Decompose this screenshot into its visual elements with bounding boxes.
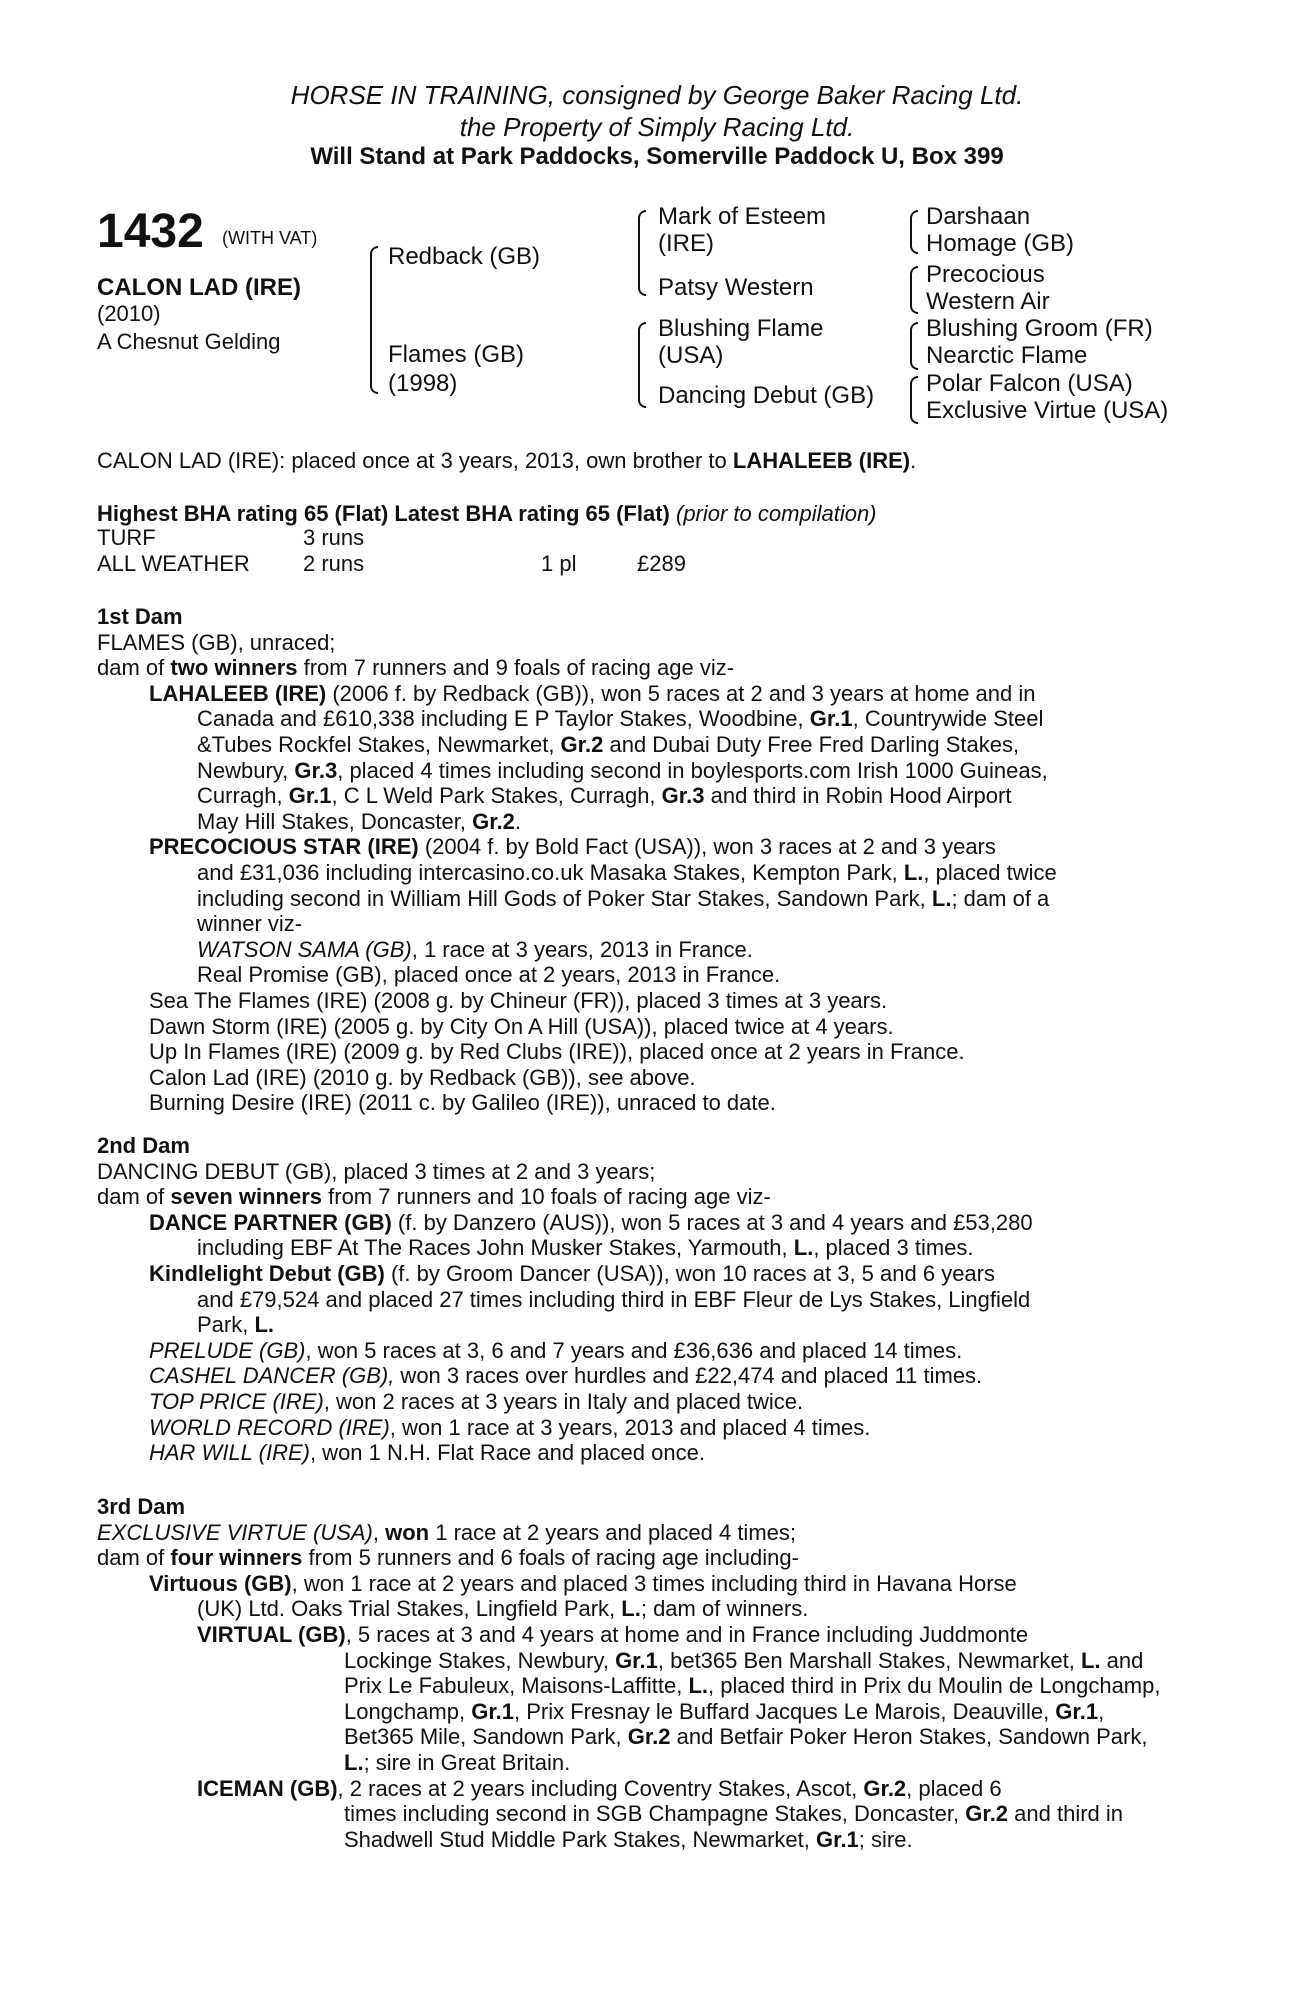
ddd-name: Exclusive Virtue (USA)	[926, 397, 1169, 424]
third-dam-line: dam of four winners from 5 runners and 6 foals of racing age including-	[97, 1545, 799, 1571]
sire-sire-country: (IRE)	[658, 230, 714, 257]
second-dam-section	[97, 1133, 1207, 1466]
third-dam-section	[97, 1494, 1207, 1852]
rating-note: (prior to compilation)	[669, 501, 877, 526]
produce-virtual: VIRTUAL (GB), 5 races at 3 and 4 years at home and in France including Juddmonte	[197, 1621, 1029, 1647]
third-dam-line: L.; sire in Great Britain.	[344, 1749, 571, 1775]
second-dam-line: dam of seven winners from 7 runners and 10 foals of racing age viz-	[97, 1184, 771, 1210]
produce-iceman: ICEMAN (GB), 2 races at 2 years including Coventry Stakes, Ascot, Gr.2, placed 6	[197, 1775, 1002, 1801]
first-dam-heading: 1st Dam	[97, 604, 183, 629]
produce-sea-the-flames: Sea The Flames (IRE) (2008 g. by Chineur (FR)), placed 3 times at 3 years.	[149, 987, 888, 1013]
summary-brother: LAHALEEB (IRE)	[732, 448, 911, 473]
turf-label: TURF	[97, 525, 156, 550]
dam-name: Flames (GB)	[388, 341, 525, 368]
first-dam-section	[97, 604, 1207, 1116]
third-dam-line: EXCLUSIVE VIRTUE (USA), won 1 race at 2 years and placed 4 times;	[97, 1519, 796, 1545]
sire-name: Redback (GB)	[388, 243, 541, 270]
produce-calon-lad: Calon Lad (IRE) (2010 g. by Redback (GB)), see above.	[149, 1064, 696, 1090]
third-dam-line: Prix Le Fabuleux, Maisons-Laffitte, L., placed third in Prix du Moulin de Longchamp,	[344, 1673, 1161, 1699]
aw-prize: £289	[637, 551, 686, 576]
first-dam-line: Canada and £610,338 including E P Taylor Stakes, Woodbine, Gr.1, Countrywide Steel	[197, 706, 1044, 732]
horse-year: (2010)	[97, 301, 161, 326]
aw-runs: 2 runs	[303, 551, 365, 576]
property-line: the Property of Simply Racing Ltd.	[459, 112, 855, 142]
produce-real-promise: Real Promise (GB), placed once at 2 years, 2013 in France.	[197, 962, 781, 988]
sire-dam-name: Patsy Western	[658, 274, 814, 301]
produce-cashel-dancer: CASHEL DANCER (GB), won 3 races over hurdles and £22,474 and placed 11 times.	[149, 1363, 983, 1389]
horse-description: A Chesnut Gelding	[97, 329, 281, 354]
third-dam-line: Lockinge Stakes, Newbury, Gr.1, bet365 Ben Marshall Stakes, Newmarket, L. and	[344, 1647, 1144, 1673]
turf-runs: 3 runs	[303, 525, 365, 550]
produce-precocious-star: PRECOCIOUS STAR (IRE) (2004 f. by Bold Fact (USA)), won 3 races at 2 and 3 years	[149, 834, 996, 860]
first-dam-line: Newbury, Gr.3, placed 4 times including second in boylesports.com Irish 1000 Guineas,	[197, 757, 1048, 783]
second-dam-heading: 2nd Dam	[97, 1133, 190, 1158]
consignor-line: HORSE IN TRAINING, consigned by George Baker Racing Ltd.	[290, 80, 1024, 110]
first-dam-line: and £31,036 including intercasino.co.uk Masaka Stakes, Kempton Park, L., placed twice	[197, 859, 1057, 885]
second-dam-line: Park, L.	[197, 1312, 275, 1338]
third-dam-line: Shadwell Stud Middle Park Stakes, Newmarket, Gr.1; sire.	[344, 1826, 913, 1852]
produce-world-record: WORLD RECORD (IRE), won 1 race at 3 years, 2013 and placed 4 times.	[149, 1414, 871, 1440]
first-dam-line: &Tubes Rockfel Stakes, Newmarket, Gr.2 and Dubai Duty Free Fred Darling Stakes,	[197, 731, 1020, 757]
sds-name: Precocious	[926, 261, 1045, 288]
dam-dam-name: Dancing Debut (GB)	[658, 382, 875, 409]
summary-text: CALON LAD (IRE): placed once at 3 years, 2013, own brother to	[97, 448, 733, 473]
rating-text: Highest BHA rating 65 (Flat) Latest BHA rating 65 (Flat)	[97, 501, 670, 526]
first-dam-line: Curragh, Gr.1, C L Weld Park Stakes, Curragh, Gr.3 and third in Robin Hood Airport	[197, 783, 1012, 809]
dam-year: (1998)	[388, 370, 458, 397]
second-dam-line: DANCING DEBUT (GB), placed 3 times at 2 and 3 years;	[97, 1158, 656, 1184]
second-dam-line: and £79,524 and placed 27 times including third in EBF Fleur de Lys Stakes, Lingfield	[197, 1286, 1031, 1312]
dam-sire-country: (USA)	[658, 342, 724, 369]
lot-number: 1432	[97, 205, 204, 258]
vat-note: (WITH VAT)	[222, 228, 318, 248]
dam-brace	[638, 322, 646, 408]
third-dam-heading: 3rd Dam	[97, 1494, 186, 1519]
third-dam-line: (UK) Ltd. Oaks Trial Stakes, Lingfield Park, L.; dam of winners.	[197, 1596, 809, 1622]
rating-block	[97, 501, 1207, 527]
dsd-name: Nearctic Flame	[926, 342, 1088, 369]
sire-brace	[638, 210, 646, 296]
first-dam-line: winner viz-	[197, 911, 303, 937]
produce-virtuous: Virtuous (GB), won 1 race at 2 years and placed 3 times including third in Havana Horse	[149, 1570, 1017, 1596]
produce-har-will: HAR WILL (IRE), won 1 N.H. Flat Race and placed once.	[149, 1440, 705, 1466]
horse-name: CALON LAD (IRE)	[97, 274, 301, 301]
second-dam-line: including EBF At The Races John Musker Stakes, Yarmouth, L., placed 3 times.	[197, 1235, 974, 1261]
summary-end: .	[910, 448, 917, 473]
produce-kindlelight-debut: Kindlelight Debut (GB) (f. by Groom Dancer (USA)), won 10 races at 3, 5 and 6 years	[149, 1260, 995, 1286]
pedigree-main-brace	[370, 246, 378, 394]
ds-brace	[910, 322, 918, 370]
stand-line: Will Stand at Park Paddocks, Somerville Paddock U, Box 399	[310, 143, 1004, 170]
first-dam-line: dam of two winners from 7 runners and 9 foals of racing age viz-	[97, 655, 735, 681]
dam-sire-name: Blushing Flame	[658, 315, 824, 342]
produce-dance-partner: DANCE PARTNER (GB) (f. by Danzero (AUS)), won 5 races at 3 and 4 years and £53,280	[149, 1209, 1033, 1235]
aw-placed: 1 pl	[541, 551, 577, 576]
produce-top-price: TOP PRICE (IRE), won 2 races at 3 years in Italy and placed twice.	[149, 1388, 804, 1414]
first-dam-line: FLAMES (GB), unraced;	[97, 629, 336, 655]
ssd-name: Homage (GB)	[926, 230, 1075, 257]
produce-watson-sama: WATSON SAMA (GB), 1 race at 3 years, 2013 in France.	[197, 936, 753, 962]
rating-line	[97, 501, 1207, 527]
sd-brace	[910, 266, 918, 314]
first-dam-line: May Hill Stakes, Doncaster, Gr.2.	[197, 808, 522, 834]
ss-brace	[910, 210, 918, 254]
produce-burning-desire: Burning Desire (IRE) (2011 c. by Galileo (IRE)), unraced to date.	[149, 1090, 776, 1116]
sdd-name: Western Air	[926, 288, 1050, 315]
dss-name: Blushing Groom (FR)	[926, 315, 1153, 342]
produce-prelude: PRELUDE (GB), won 5 races at 3, 6 and 7 years and £36,636 and placed 14 times.	[149, 1337, 963, 1363]
produce-lahaleeb: LAHALEEB (IRE) (2006 f. by Redback (GB)), won 5 races at 2 and 3 years at home and in	[149, 680, 1036, 706]
sire-sire-name: Mark of Esteem	[658, 203, 827, 230]
first-dam-line: including second in William Hill Gods of Poker Star Stakes, Sandown Park, L.; dam of a	[197, 885, 1050, 911]
summary-line	[97, 448, 1207, 474]
produce-up-in-flames: Up In Flames (IRE) (2009 g. by Red Clubs (IRE)), placed once at 2 years in France.	[149, 1039, 965, 1065]
produce-dawn-storm: Dawn Storm (IRE) (2005 g. by City On A Hill (USA)), placed twice at 4 years.	[149, 1013, 894, 1039]
third-dam-line: times including second in SGB Champagne Stakes, Doncaster, Gr.2 and third in	[344, 1801, 1124, 1827]
third-dam-line: Longchamp, Gr.1, Prix Fresnay le Buffard Jacques Le Marois, Deauville, Gr.1,	[344, 1698, 1105, 1724]
dd-brace	[910, 376, 918, 424]
summary-block	[97, 448, 1207, 474]
sss-name: Darshaan	[926, 203, 1031, 230]
dds-name: Polar Falcon (USA)	[926, 370, 1133, 397]
aw-label: ALL WEATHER	[97, 551, 250, 576]
third-dam-line: Bet365 Mile, Sandown Park, Gr.2 and Betfair Poker Heron Stakes, Sandown Park,	[344, 1724, 1148, 1750]
